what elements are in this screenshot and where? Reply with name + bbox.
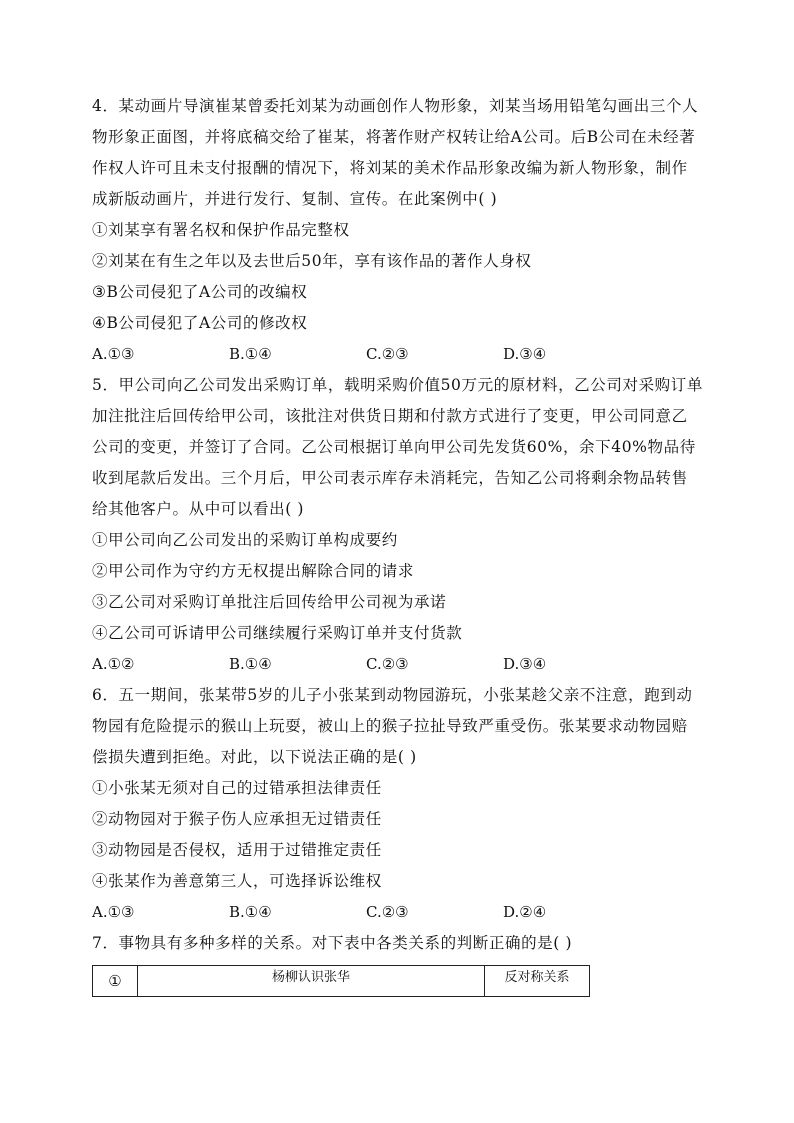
option-c: C.②③: [366, 903, 409, 921]
question-5: [92, 370, 702, 680]
option-d: D.③④: [503, 345, 547, 363]
question-5-statement: ③乙公司对采购订单批注后回传给甲公司视为承诺: [92, 593, 447, 611]
question-5-options: [92, 649, 702, 680]
option-d: D.③④: [503, 655, 547, 673]
option-a: A.①③: [92, 345, 135, 363]
question-6-options: [92, 897, 702, 928]
question-6-statement: ④张某作为善意第三人，可选择诉讼维权: [92, 872, 382, 890]
question-5-stem-line: 给其他客户。从中可以看出( ): [92, 500, 305, 518]
question-6-statement: ②动物园对于猴子伤人应承担无过错责任: [92, 810, 382, 828]
question-7: [92, 928, 702, 997]
question-4-stem-line: 作权人许可且未支付报酬的情况下，将刘某的美术作品形象改编为新人物形象，制作: [92, 159, 688, 177]
table-cell-number: ①: [93, 966, 138, 997]
question-5-statement: ④乙公司可诉请甲公司继续履行采购订单并支付货款: [92, 624, 463, 642]
option-d: D.②④: [503, 903, 547, 921]
question-4-options: [92, 339, 702, 370]
question-6-stem-line: 6．五一期间，张某带5岁的儿子小张某到动物园游玩，小张某趁父亲不注意，跑到动: [92, 686, 693, 704]
question-4-stem-line: 4．某动画片导演崔某曾委托刘某为动画创作人物形象，刘某当场用铅笔勾画出三个人: [92, 97, 699, 115]
option-a: A.①②: [92, 655, 135, 673]
table-cell-content: 杨柳认识张华: [138, 966, 485, 997]
question-6-stem-line: 物园有危险提示的猴山上玩耍，被山上的猴子拉扯导致严重受伤。张某要求动物园赔: [92, 717, 688, 735]
option-c: C.②③: [366, 655, 409, 673]
question-4-statement: ②刘某在有生之年以及去世后50年，享有该作品的著作人身权: [92, 252, 532, 270]
question-4-statement: ①刘某享有署名权和保护作品完整权: [92, 221, 350, 239]
question-4-stem-line: 物形象正面图，并将底稿交给了崔某，将著作财产权转让给A公司。后B公司在未经著: [92, 128, 696, 146]
option-b: B.①④: [229, 655, 272, 673]
table-row: [93, 966, 590, 997]
option-b: B.①④: [229, 903, 272, 921]
question-6-statement: ①小张某无须对自己的过错承担法律责任: [92, 779, 382, 797]
exam-content: [92, 91, 702, 997]
option-b: B.①④: [229, 345, 272, 363]
question-6: [92, 680, 702, 928]
option-c: C.②③: [366, 345, 409, 363]
question-5-stem-line: 公司的变更，并签订了合同。乙公司根据订单向甲公司先发货60%，余下40%物品待: [92, 438, 696, 456]
question-5-stem-line: 加注批注后回传给甲公司，该批注对供货日期和付款方式进行了变更，甲公司同意乙: [92, 407, 688, 425]
question-5-stem-line: 收到尾款后发出。三个月后，甲公司表示库存未消耗完，告知乙公司将剩余物品转售: [92, 469, 688, 487]
question-4-stem-line: 成新版动画片，并进行发行、复制、宣传。在此案例中( ): [92, 190, 498, 208]
question-4: [92, 91, 702, 370]
question-4-statement: ④B公司侵犯了A公司的修改权: [92, 314, 308, 332]
option-a: A.①③: [92, 903, 135, 921]
relation-table: [92, 965, 590, 997]
question-7-stem-line: 7．事物具有多种多样的关系。对下表中各类关系的判断正确的是( ): [92, 934, 573, 952]
question-6-statement: ③动物园是否侵权，适用于过错推定责任: [92, 841, 382, 859]
question-4-statement: ③B公司侵犯了A公司的改编权: [92, 283, 308, 301]
question-5-stem-line: 5．甲公司向乙公司发出采购订单，载明采购价值50万元的原材料，乙公司对采购订单: [92, 376, 703, 394]
question-5-statement: ②甲公司作为守约方无权提出解除合同的请求: [92, 562, 415, 580]
question-5-statement: ①甲公司向乙公司发出的采购订单构成要约: [92, 531, 398, 549]
table-cell-relation: 反对称关系: [485, 966, 590, 997]
question-6-stem-line: 偿损失遭到拒绝。对此，以下说法正确的是( ): [92, 748, 417, 766]
